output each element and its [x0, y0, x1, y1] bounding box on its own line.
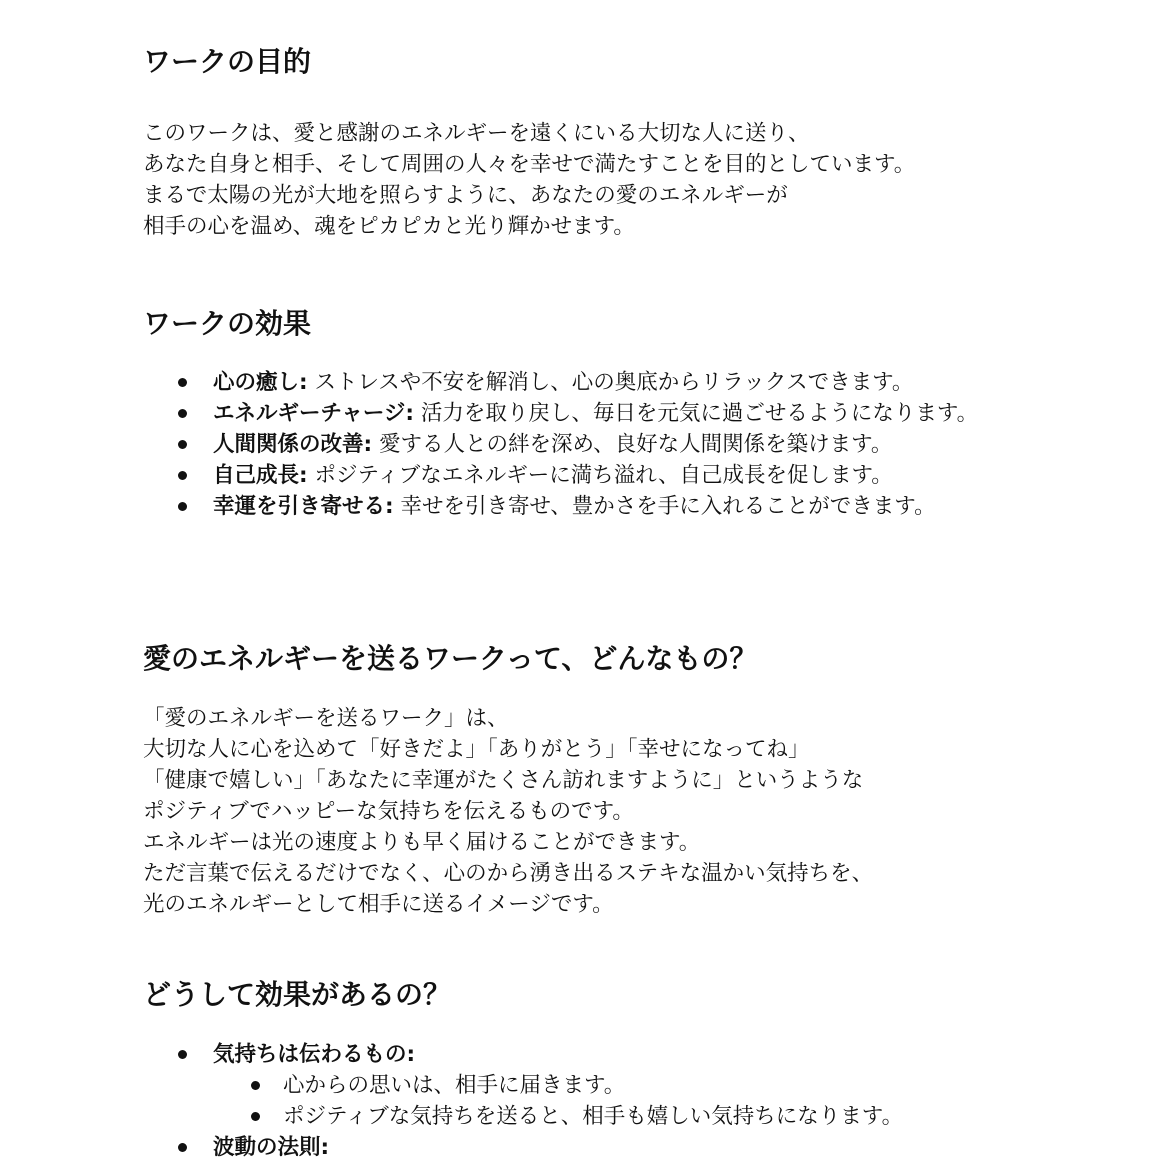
what-line: ただ言葉で伝えるだけでなく、心のから湧き出るステキな温かい気持ちを、: [143, 861, 874, 886]
item-text: ポジティブなエネルギーに満ち溢れ、自己成長を促します。: [307, 463, 893, 488]
what-line: エネルギーは光の速度よりも早く届けることができます。: [143, 830, 701, 855]
list-item: [0, 429, 1170, 460]
item-term: 幸運を引き寄せる:: [213, 494, 394, 519]
bullet-icon: [178, 1143, 187, 1152]
item-term: 気持ちは伝わるもの:: [213, 1042, 416, 1067]
purpose-paragraph: [143, 118, 915, 242]
purpose-line: あなた自身と相手、そして周囲の人々を幸せで満たすことを目的としています。: [143, 152, 916, 177]
what-line: 「愛のエネルギーを送るワーク」は、: [143, 706, 509, 731]
list-item: [0, 1039, 1170, 1070]
what-line: 「健康で嬉しい」「あなたに幸運がたくさん訪れますように」というような: [143, 768, 864, 793]
bullet-icon: [251, 1081, 260, 1090]
list-item: [0, 460, 1170, 491]
item-text: 心からの思いは、相手に届きます。: [283, 1073, 626, 1098]
item-text: ポジティブな気持ちを送ると、相手も嬉しい気持ちになります。: [283, 1104, 904, 1129]
sub-list-item: [0, 1070, 1170, 1101]
heading-effects: ワークの効果: [143, 307, 312, 340]
item-term: 心の癒し:: [213, 370, 308, 395]
list-item: [0, 1132, 1170, 1163]
why-list: [0, 1039, 1170, 1163]
bullet-icon: [251, 1112, 260, 1121]
sub-list-item: [0, 1101, 1170, 1132]
what-line: 光のエネルギーとして相手に送るイメージです。: [143, 892, 614, 917]
item-term: 人間関係の改善:: [213, 432, 373, 457]
bullet-icon: [178, 409, 187, 418]
bullet-icon: [178, 471, 187, 480]
bullet-icon: [178, 1050, 187, 1059]
what-line: 大切な人に心を込めて「好きだよ」「ありがとう」「幸せになってね」: [143, 737, 810, 762]
item-term: エネルギーチャージ:: [213, 401, 415, 426]
heading-what: 愛のエネルギーを送るワークって、どんなもの？: [143, 642, 758, 675]
purpose-line: 相手の心を温め、魂をピカピカと光り輝かせます。: [143, 214, 635, 239]
heading-why: どうして効果があるの？: [143, 978, 452, 1011]
purpose-line: このワークは、愛と感謝のエネルギーを遠くにいる大切な人に送り、: [143, 121, 810, 146]
item-text: 活力を取り戻し、毎日を元気に過ごせるようになります。: [414, 401, 979, 426]
effects-list: [0, 367, 1170, 522]
list-item: [0, 491, 1170, 522]
list-item: [0, 367, 1170, 398]
what-line: ポジティブでハッピーな気持ちを伝えるものです。: [143, 799, 634, 824]
item-text: 愛する人との絆を深め、良好な人間関係を築けます。: [372, 432, 893, 457]
item-term: 自己成長:: [213, 463, 308, 488]
what-paragraph: [143, 703, 873, 920]
item-text: ストレスや不安を解消し、心の奥底からリラックスできます。: [307, 370, 914, 395]
heading-purpose: ワークの目的: [143, 45, 312, 78]
list-item: [0, 398, 1170, 429]
bullet-icon: [178, 378, 187, 387]
purpose-line: まるで太陽の光が大地を照らすように、あなたの愛のエネルギーが: [143, 183, 788, 208]
bullet-icon: [178, 502, 187, 511]
item-text: 幸せを引き寄せ、豊かさを手に入れることができます。: [393, 494, 936, 519]
item-term: 波動の法則:: [213, 1135, 330, 1160]
bullet-icon: [178, 440, 187, 449]
